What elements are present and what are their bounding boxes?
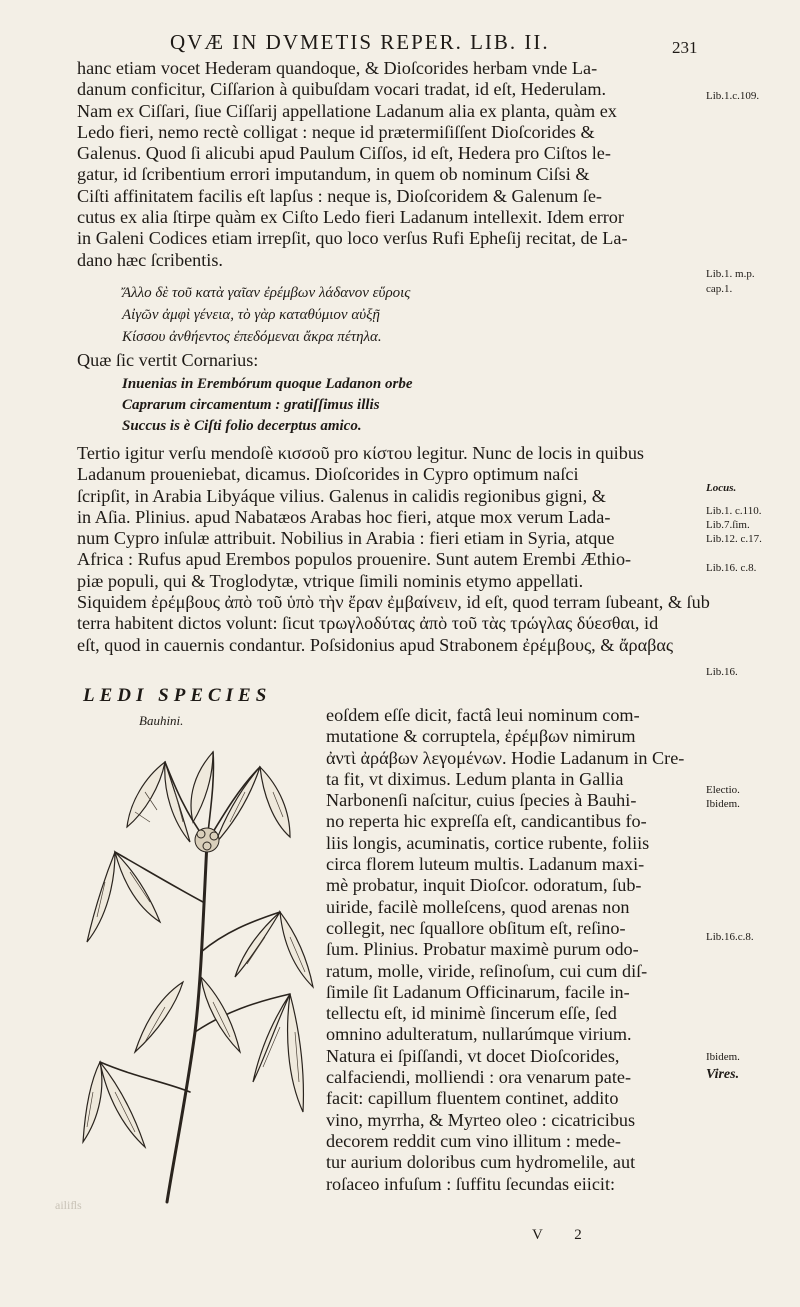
ledum-plant-illustration: [75, 732, 325, 1212]
text-line: dano hæc ſcribentis.: [77, 249, 223, 270]
text-line: Natura ei ſpiſſandi, vt docet Dioſcorides,: [326, 1045, 620, 1066]
text-line: calfaciendi, molliendi : ora venarum pate-: [326, 1067, 632, 1088]
figure-title: LEDI SPECIES: [83, 685, 272, 706]
text-line: terra habitent dictos volunt: ſicut τρωγλοδύτας ἀπὸ τοῦ τὰς τρώγλας δύεσθαι, id: [77, 613, 659, 634]
paragraph-2: [77, 443, 710, 656]
text-line: hanc etiam vocet Hederam quandoque, & Dioſcorides herbam vnde La-: [77, 58, 598, 78]
text-line: ἀντὶ ἀράβων λεγομένων. Hodie Ladanum in Cre-: [326, 747, 685, 768]
latin-verse: Succus is è Ciſti folio decerptus amico.: [122, 418, 362, 434]
latin-verses: [122, 374, 413, 437]
text-line: cutus ex alia ſtirpe quàm ex Ciſto Ledo fieri Ladanum intellexit. Idem error: [77, 207, 624, 228]
text-line: no reperta hic expreſſa eſt, candicantibus fo-: [326, 811, 647, 832]
text-line: Ciſti affinitatem facilis eſt lapſus : neque is, Dioſcoridem & Galenum ſe-: [77, 185, 602, 206]
text-line: ſcripſit, in Arabia Libyáque vilius. Galenus in calidis regionibus gigni, &: [77, 485, 606, 506]
margin-note: cap.1.: [706, 283, 733, 295]
text-line: facit: capillum fluentem continet, addito: [326, 1088, 619, 1109]
margin-note: Lib.1. m.p.: [706, 268, 755, 280]
text-line: Ladanum proueniebat, dicamus. Dioſcorides in Cypro optimum naſci: [77, 464, 579, 485]
text-line: ta fit, vt diximus. Ledum planta in Gallia: [326, 768, 624, 789]
text-line: Nam ex Ciſſari, ſiue Ciſſarij appellatione Ladanum alia ex planta, quàm ex: [77, 100, 617, 121]
margin-note: Ibidem.: [706, 1051, 740, 1063]
page-number: 231: [672, 38, 698, 57]
text-line: num Cypro inſulæ attribuit. Nobilius in Arabia : fieri etiam in Syria, atque: [77, 528, 615, 549]
cornarius-intro: Quæ ſic vertit Cornarius:: [77, 350, 259, 370]
greek-verse: Αἰγῶν ἀμφὶ γένεια, τὸ γὰρ καταθύμιον αὐξῇ: [122, 307, 380, 323]
paragraph-3: [326, 705, 684, 1195]
margin-note: Lib.7.ſim.: [706, 519, 750, 531]
margin-note: Locus.: [706, 482, 737, 494]
text-line: mè probatur, inquit Dioſcor. odoratum, ſub-: [326, 875, 642, 896]
text-line: roſaceo infuſum : ſuffitu ſecundas eiicit:: [326, 1173, 616, 1194]
margin-note: Lib.1. c.110.: [706, 505, 762, 517]
margin-note: Lib.12. c.17.: [706, 533, 762, 545]
figure-subtitle: Bauhini.: [139, 713, 184, 728]
text-line: in Galeni Codices etiam irrepſit, quo loco verſus Rufi Epheſij recitat, de La-: [77, 228, 628, 249]
paragraph-1: [77, 58, 628, 271]
text-line: Tertio igitur verſu mendoſè κισσοῦ pro κίστου legitur. Nunc de locis in quibus: [77, 443, 644, 463]
text-line: uiride, facilè molleſcens, quod arenas non: [326, 896, 630, 917]
text-line: vino, myrrha, & Myrteo oleo : cicatricibus: [326, 1109, 636, 1130]
text-line: tellectu eſt, id minimè ſincerum eſſe, ſed: [326, 1003, 617, 1024]
margin-note: Lib.16.: [706, 666, 738, 678]
text-line: eoſdem eſſe dicit, factâ leui nominum com-: [326, 705, 640, 725]
text-line: eſt, quod in cauernis condantur. Poſsidonius apud Strabonem ἐρέμβους, & ἄραβας: [77, 634, 674, 655]
margin-note: Lib.1.c.109.: [706, 90, 760, 102]
latin-verse: Caprarum circamentum : gratiſſimus illis: [122, 397, 380, 413]
text-line: Narbonenſi naſcitur, cuius ſpecies à Bauhi-: [326, 790, 637, 811]
greek-verse: Κίσσου ἀνθήεντος ἐπεδόμεναι ἄκρα πέτηλα.: [122, 329, 382, 345]
text-line: Siquidem ἐρέμβους ἀπὸ τοῦ ὑπὸ τὴν ἔραν ἐμβαίνειν, id eſt, quod terram ſubeant, & ſub: [77, 592, 710, 613]
margin-note: Lib.16. c.8.: [706, 562, 757, 574]
text-line: decorem reddit cum vino illitum : mede-: [326, 1130, 621, 1151]
library-stamp: ailiﬂs: [55, 1198, 82, 1212]
text-line: gatur, id ſcribentium errori imputandum, in quem ob nominum Ciſsi &: [77, 164, 590, 185]
margin-note: Electio.: [706, 784, 740, 796]
text-line: ſimile ſit Ladanum Officinarum, facile in-: [326, 981, 630, 1002]
text-line: danum conficitur, Ciſſarion à quibuſdam vocari tradat, id eſt, Hederulam.: [77, 79, 607, 100]
text-line: liis longis, acuminatis, cortice rubente, foliis: [326, 832, 650, 853]
text-line: ratum, molle, viride, reſinoſum, cui cum diſ-: [326, 960, 648, 981]
text-line: mutatione & corruptela, ἐρέμβων nimirum: [326, 726, 636, 747]
text-line: piæ populi, qui & Troglodytæ, vtrique ſimili nominis etymo appellati.: [77, 570, 584, 591]
text-line: omnino adulteratum, nullarúmque virium.: [326, 1024, 632, 1045]
margin-note: Ibidem.: [706, 798, 740, 810]
text-line: Africa : Rufus apud Erembos populos prouenire. Sunt autem Erembi Æthio-: [77, 549, 632, 570]
text-line: collegit, nec ſquallore obſitum eſt, reſino-: [326, 917, 626, 938]
text-line: circa florem luteum multis. Ladanum maxi-: [326, 854, 645, 875]
text-line: tur aurium doloribus cum hydromelile, aut: [326, 1152, 636, 1173]
latin-verse: Inuenias in Erembórum quoque Ladanon orbe: [122, 376, 413, 392]
text-line: Ledo fieri, nemo rectè colligat : neque id prætermiſiſſent Dioſcorides &: [77, 121, 595, 142]
greek-verse: Ἄλλο δὲ τοῦ κατὰ γαῖαν ἐρέμβων λάδανον εὕροις: [122, 285, 411, 301]
margin-note: Vires.: [706, 1067, 740, 1082]
signature-mark: V 2: [532, 1227, 596, 1243]
margin-note: Lib.16.c.8.: [706, 931, 754, 943]
text-line: Galenus. Quod ſi alicubi apud Paulum Ciſſos, id eſt, Hedera pro Ciſtos le-: [77, 143, 611, 164]
text-line: in Aſia. Plinius. apud Nabatæos Arabas hoc fieri, atque mox verum Lada-: [77, 506, 611, 527]
greek-verses: [122, 282, 410, 348]
running-head: QVÆ IN DVMETIS REPER. LIB. II.: [170, 30, 550, 54]
text-line: ſum. Plinius. Probatur maximè purum odo-: [326, 939, 639, 960]
